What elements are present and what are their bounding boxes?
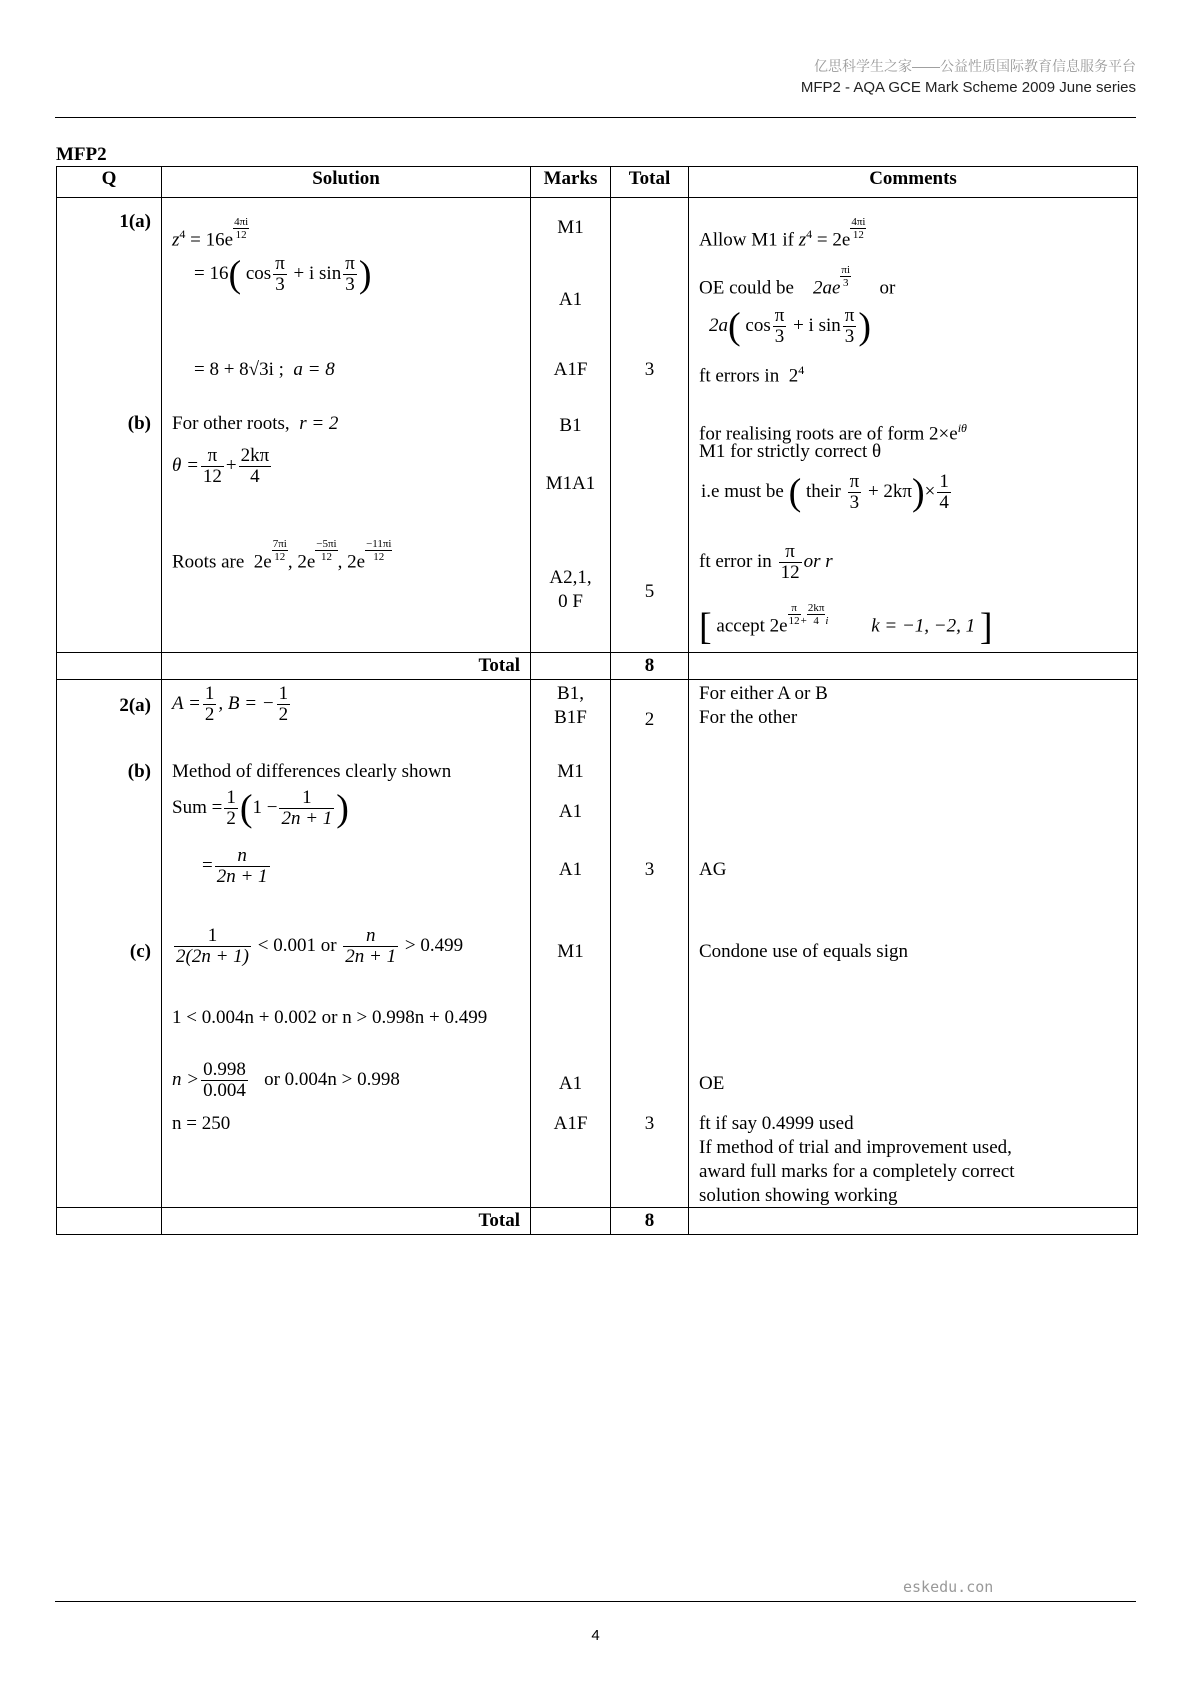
comment-line: 2a( cos $\frac{\pi}{3}$ + i sin $\frac{\pi}{3}$ ) (709, 305, 871, 348)
solution-line: n > $\frac{0.998}{0.004}$ or 0.004n > 0.998 (172, 1059, 400, 1101)
total-value: 8 (611, 653, 689, 680)
mark: A1 (558, 1073, 583, 1094)
solution-line: θ = $\frac{\pi}{12}$ + $\frac{2k\pi}{4}$ (172, 445, 270, 487)
solution-line: 1 < 0.004n + 0.002 or n > 0.998n + 0.499 (172, 1007, 488, 1028)
empty-cell (689, 1208, 1138, 1235)
mark: A1 (558, 801, 583, 822)
part-total: 3 (644, 859, 655, 880)
comment-line: AG (699, 859, 727, 880)
solution-line: n = 250 (172, 1113, 231, 1134)
document-title: MFP2 - AQA GCE Mark Scheme 2009 June series (800, 79, 1136, 96)
question-2-comments-cell (689, 680, 1138, 1208)
solution-line: = 8 + 8√3i ; a = 8 (194, 359, 335, 380)
solution-line: Method of differences clearly shown (172, 761, 452, 782)
mark: A2,1, (549, 567, 592, 588)
solution-line: Roots are 2e $\frac{7\pi i}{12}$ , 2e $\frac{-5\pi i}{12}$ , 2e $\frac{-11\pi i}{12}$ (172, 538, 392, 573)
mark: M1 (557, 217, 584, 238)
comment-line: ft errors in $2^4$ (699, 363, 805, 387)
mark: A1 (558, 289, 583, 310)
question-1-row (57, 198, 1138, 653)
footer-site: eskedu.con (903, 1578, 994, 1596)
question-1-marks-cell (531, 198, 611, 653)
solution-line: For other roots, r = 2 (172, 413, 339, 434)
comment-line: ft error in $\frac{\pi}{12}$ or r (699, 541, 833, 583)
comment-line: OE could be 2ae $\frac{\pi i}{3}$ or (699, 264, 896, 299)
page-number: 4 (591, 1627, 600, 1644)
col-header-comments: Comments (689, 167, 1138, 198)
empty-cell (57, 653, 162, 680)
total-value: 8 (611, 1208, 689, 1235)
solution-line: Sum = $\frac{1}{2}$ (1 − $\frac{1}{2n + 1}$ ) (172, 787, 349, 830)
total-label: Total (162, 1208, 531, 1235)
mark-scheme-table (56, 166, 1138, 1235)
mark: A1F (553, 1113, 588, 1134)
mark: A1 (558, 859, 583, 880)
total-label: Total (162, 653, 531, 680)
col-header-solution: Solution (162, 167, 531, 198)
col-header-total: Total (611, 167, 689, 198)
question-1-comments-cell (689, 198, 1138, 653)
mark: A1F (553, 359, 588, 380)
part-total: 3 (644, 359, 655, 380)
solution-line: $z^4 = 16e$ $\frac{4\pi i}{12}$ (172, 216, 249, 251)
question-1-total-cell (611, 198, 689, 653)
question-1-total-row (57, 653, 1138, 680)
part-total: 3 (644, 1113, 655, 1134)
part-label-1b: (b) (127, 413, 151, 434)
part-total: 2 (644, 709, 655, 730)
part-label-2b: (b) (127, 761, 151, 782)
site-banner: 亿思科学生之家——公益性质国际教育信息服务平台 (814, 58, 1136, 74)
header-rule (55, 117, 1136, 118)
empty-cell (57, 1208, 162, 1235)
comment-line: OE (699, 1073, 725, 1094)
comment-line: [ accept 2e $\frac{\pi}{12}$ + $\frac{2k\pi}{4}$ $^i$ k = −1, −2, 1 ] (699, 602, 993, 648)
col-header-q: Q (57, 167, 162, 198)
part-label-2a: 2(a) (119, 695, 151, 716)
comment-line: i.e must be ( their $\frac{\pi}{3}$ + 2kπ)× $\frac{1}{4}$ (701, 471, 949, 514)
empty-cell (689, 653, 1138, 680)
question-2-total-cell (611, 680, 689, 1208)
mark: B1F (554, 707, 587, 728)
question-2-number-cell (57, 680, 162, 1208)
comment-line: ft if say 0.4999 used (699, 1113, 854, 1134)
part-label-2c: (c) (129, 941, 151, 962)
question-2-row (57, 680, 1138, 1208)
comment-line: If method of trial and improvement used, (699, 1137, 1012, 1158)
mark: M1 (557, 941, 584, 962)
paper-label: MFP2 (56, 144, 107, 165)
table-header-row (57, 167, 1138, 198)
question-1-number-cell (57, 198, 162, 653)
empty-cell (531, 653, 611, 680)
comment-line: Allow M1 if $z^4 = 2e$ $\frac{4\pi i}{12}$ (699, 216, 866, 251)
part-label-1a: 1(a) (119, 211, 151, 232)
part-total: 5 (644, 581, 655, 602)
comment-line: award full marks for a completely correct (699, 1161, 1015, 1182)
comment-line: M1 for strictly correct θ (699, 441, 882, 462)
solution-line: A = $\frac{1}{2}$ , B = − $\frac{1}{2}$ (172, 683, 289, 725)
question-2-solution-cell (162, 680, 531, 1208)
mark: B1, (557, 683, 584, 704)
comment-line: Condone use of equals sign (699, 941, 908, 962)
question-1-solution-cell (162, 198, 531, 653)
mark: M1 (557, 761, 584, 782)
col-header-marks: Marks (531, 167, 611, 198)
comment-line: For either A or B (699, 683, 828, 704)
question-2-total-row (57, 1208, 1138, 1235)
mark: M1A1 (545, 473, 596, 494)
empty-cell (531, 1208, 611, 1235)
solution-line: = $\frac{n}{2n + 1}$ (202, 845, 268, 887)
solution-line: = 16( cos $\frac{\pi}{3}$ + i sin $\frac{\pi}{3}$ ) (194, 253, 372, 296)
question-2-marks-cell (531, 680, 611, 1208)
mark: B1 (559, 415, 582, 436)
footer-rule (55, 1601, 1136, 1602)
solution-line: $\frac{1}{2(2n + 1)}$ < 0.001 or $\frac{n}{2n + 1}$ > 0.499 (176, 925, 464, 967)
comment-line: for realising roots are of form $2\times e^{i\theta}$ (699, 421, 967, 445)
comment-line: solution showing working (699, 1185, 898, 1206)
comment-line: For the other (699, 707, 798, 728)
mark: 0 F (558, 591, 583, 612)
